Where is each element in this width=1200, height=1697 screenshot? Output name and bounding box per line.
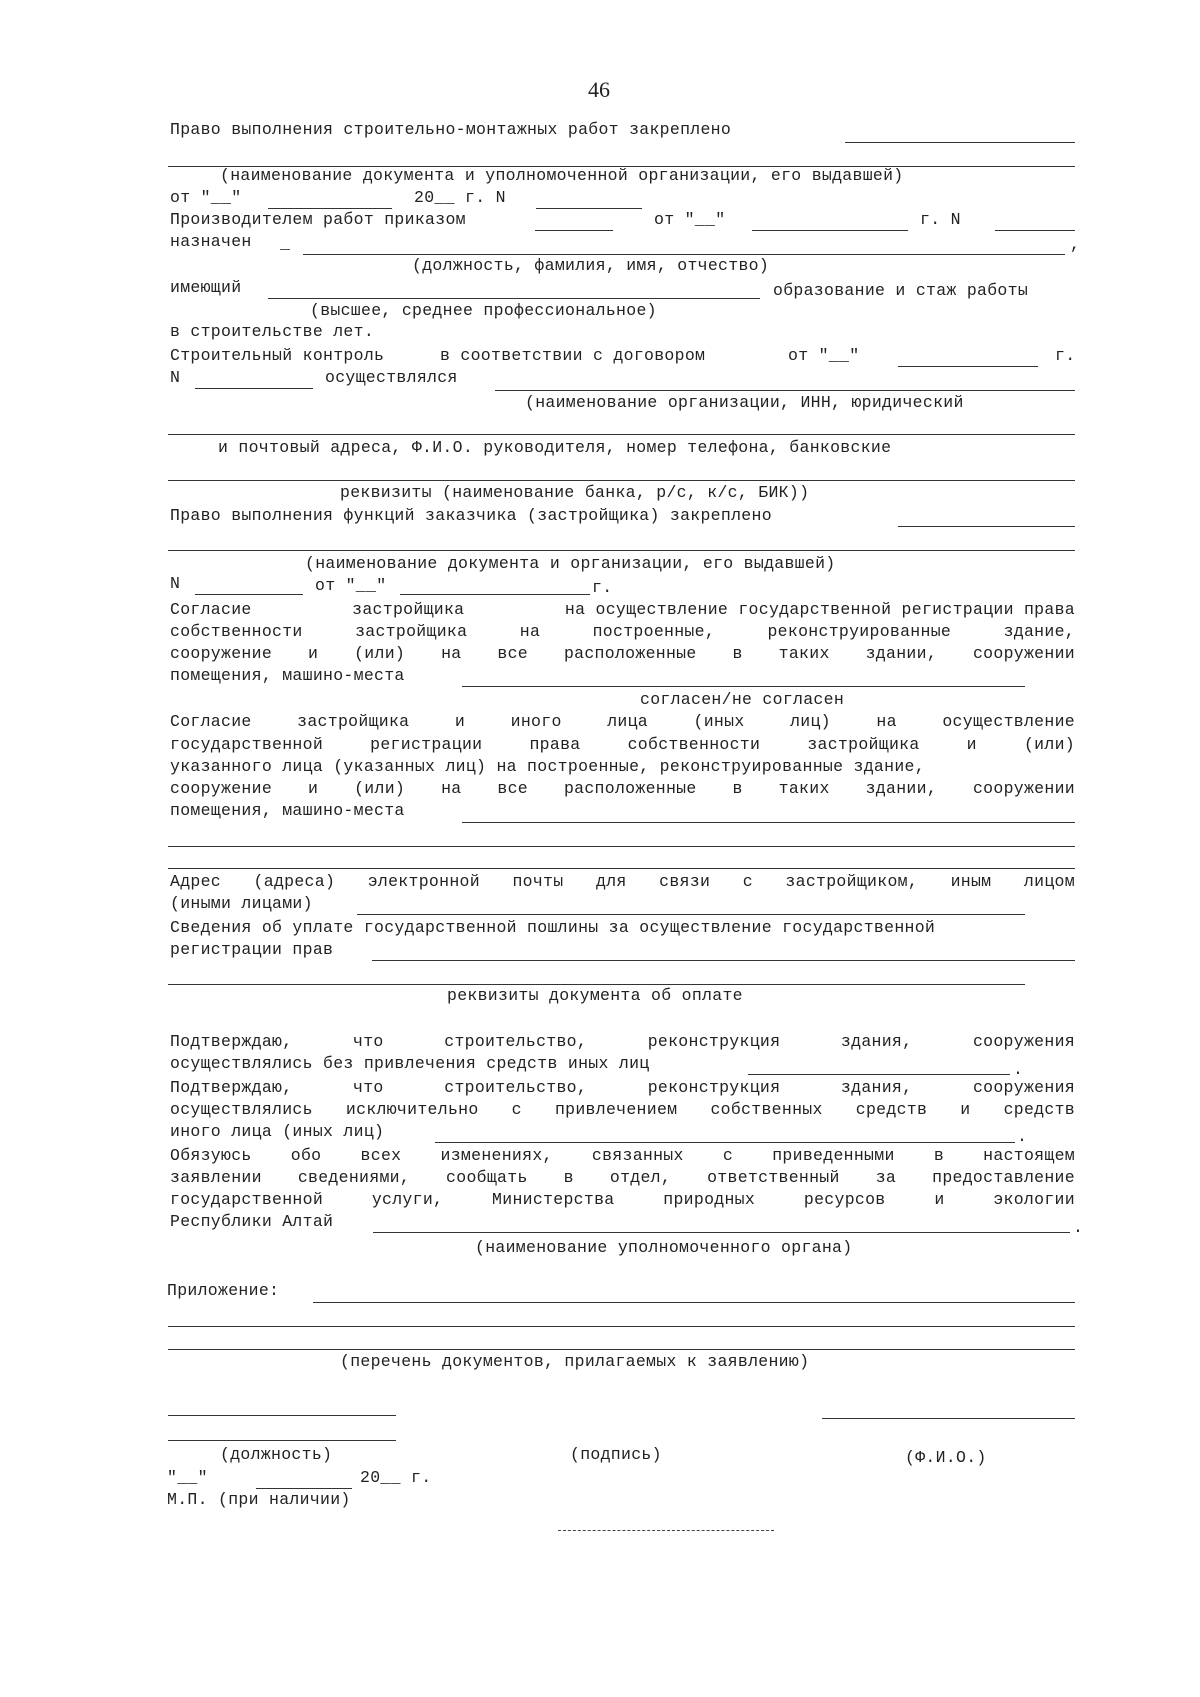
joint-consent-field[interactable]	[462, 822, 1075, 823]
position-name-caption: (должность, фамилия, имя, отчество)	[412, 256, 770, 275]
attachment-label: Приложение:	[167, 1281, 280, 1300]
authority-caption: (наименование уполномоченного органа)	[475, 1238, 853, 1257]
attachment-field-2[interactable]	[168, 1326, 1075, 1327]
org-inn-caption: (наименование организации, ИНН, юридический	[525, 393, 964, 412]
joint-consent-line-4: сооружение и (или) на все расположенные в таких здании, сооружении	[170, 779, 1075, 798]
customer-doc-year-suffix: г.	[592, 578, 613, 597]
consent-field[interactable]	[462, 686, 1025, 687]
order-number-label: г. N	[920, 210, 961, 229]
authority-dot: .	[1073, 1218, 1084, 1237]
email-others-label: (иными лицами)	[170, 894, 313, 913]
fee-rights-label: регистрации прав	[170, 940, 334, 959]
control-org-field-2[interactable]	[168, 434, 1075, 435]
appointed-label: назначен	[170, 232, 252, 251]
construction-rights-field[interactable]	[845, 142, 1075, 143]
signature-caption: (подпись)	[570, 1445, 662, 1464]
other-persons-field[interactable]	[435, 1142, 1015, 1143]
full-name-caption: (Ф.И.О.)	[905, 1448, 987, 1467]
order-date-label: от "__"	[654, 210, 726, 229]
payment-doc-caption: реквизиты документа об оплате	[447, 986, 743, 1005]
education-experience-label: образование и стаж работы	[773, 281, 1029, 300]
appointed-comma: ,	[1070, 235, 1081, 254]
construction-rights-label: Право выполнения строительно-монтажных работ закреплено	[170, 120, 732, 139]
joint-consent-field-2[interactable]	[168, 846, 1075, 847]
control-org-field-3[interactable]	[168, 480, 1075, 481]
work-manager-order-label: Производителем работ приказом	[170, 210, 466, 229]
order-date-field[interactable]	[752, 230, 908, 231]
customer-doc-caption: (наименование документа и организации, его выдавшей)	[305, 554, 836, 573]
confirm-line-4: осуществлялись исключительно с привлечением собственных средств и средств	[170, 1100, 1075, 1119]
obligation-line-1: Обязуюсь обо всех изменениях, связанных с приведенными в настоящем	[170, 1146, 1075, 1165]
fee-field-2[interactable]	[168, 984, 1025, 985]
address-phone-caption: и почтовый адреса, Ф.И.О. руководителя, номер телефона, банковские	[218, 438, 892, 457]
republic-altai-label: Республики Алтай	[170, 1212, 334, 1231]
construction-control-label: Строительный контроль	[170, 346, 385, 365]
order-field[interactable]	[535, 230, 613, 231]
contract-date-label: от "__"	[788, 346, 860, 365]
obligation-line-2: заявлении сведениями, сообщать в отдел, ответственный за предоставление	[170, 1168, 1075, 1187]
seal-label: М.П. (при наличии)	[167, 1490, 351, 1509]
appointed-mark: _	[280, 234, 291, 253]
confirm-line-3: Подтверждаю, что строительство, реконструкция здания, сооружения	[170, 1078, 1075, 1097]
sign-date-month-field[interactable]	[256, 1488, 352, 1489]
education-field[interactable]	[268, 298, 760, 299]
sign-date-day: "__"	[167, 1468, 208, 1487]
customer-doc-number-field[interactable]	[195, 594, 303, 595]
customer-doc-date-label: от "__"	[315, 576, 387, 595]
other-persons-dot: .	[1017, 1127, 1028, 1146]
attachment-field-3[interactable]	[168, 1349, 1075, 1350]
attachment-field[interactable]	[313, 1302, 1075, 1303]
joint-consent-line-2: государственной регистрации права собственности застройщика и (или)	[170, 735, 1075, 754]
order-number-field[interactable]	[995, 230, 1075, 231]
joint-consent-premises-label: помещения, машино-места	[170, 801, 405, 820]
consent-premises-label: помещения, машино-места	[170, 666, 405, 685]
customer-doc-date-field[interactable]	[400, 594, 590, 595]
date-from-label: от "__"	[170, 188, 242, 207]
signature-line[interactable]	[168, 1440, 396, 1441]
consent-line-1: Согласие застройщика на осуществление государственной регистрации права	[170, 600, 1075, 619]
fee-field[interactable]	[372, 960, 1075, 961]
doc-number-field[interactable]	[536, 208, 642, 209]
customer-functions-field-2[interactable]	[168, 550, 1075, 551]
obligation-line-3: государственной услуги, Министерства природных ресурсов и экологии	[170, 1190, 1075, 1209]
control-org-field[interactable]	[495, 390, 1075, 391]
date-month-field[interactable]	[268, 208, 392, 209]
joint-consent-field-3[interactable]	[168, 868, 1075, 869]
page-number: 46	[588, 77, 610, 102]
contract-number-label: N	[170, 368, 181, 387]
email-field[interactable]	[357, 914, 1025, 915]
contract-number-field[interactable]	[195, 388, 313, 389]
authority-field[interactable]	[373, 1232, 1070, 1233]
consent-line-3: сооружение и (или) на все расположенные в таких здании, сооружении	[170, 644, 1075, 663]
document-org-caption: (наименование документа и уполномоченной организации, его выдавшей)	[220, 166, 904, 185]
email-line-1: Адрес (адреса) электронной почты для связи с застройщиком, иным лицом	[170, 872, 1075, 891]
fee-info-label: Сведения об уплате государственной пошлины за осуществление государственной	[170, 918, 936, 937]
joint-consent-line-1: Согласие застройщика и иного лица (иных лиц) на осуществление	[170, 712, 1075, 731]
customer-functions-label: Право выполнения функций заказчика (застройщика) закреплено	[170, 506, 772, 525]
sign-date-year: 20__ г.	[360, 1468, 432, 1487]
agree-disagree-caption: согласен/не согласен	[640, 690, 845, 709]
consent-line-2: собственности застройщика на построенные, реконструированные здание,	[170, 622, 1075, 641]
confirm-no-funds-label: осуществлялись без привлечения средств иных лиц	[170, 1054, 650, 1073]
contract-date-field[interactable]	[898, 366, 1038, 367]
end-divider	[558, 1530, 774, 1531]
confirm-no-funds-dot: .	[1013, 1060, 1024, 1079]
education-caption: (высшее, среднее профессиональное)	[310, 301, 657, 320]
experience-years-label: в строительстве лет.	[170, 322, 375, 341]
appointed-field[interactable]	[303, 254, 1065, 255]
joint-consent-line-3: указанного лица (указанных лиц) на построенные, реконструированные здание,	[170, 757, 925, 776]
contract-year-suffix: г.	[1055, 346, 1076, 365]
other-persons-label: иного лица (иных лиц)	[170, 1122, 385, 1141]
name-line[interactable]	[822, 1418, 1075, 1419]
having-label: имеющий	[170, 278, 242, 297]
customer-functions-field[interactable]	[898, 526, 1075, 527]
carried-out-label: осуществлялся	[325, 368, 458, 387]
attachment-caption: (перечень документов, прилагаемых к заявлению)	[340, 1352, 810, 1371]
confirm-line-1: Подтверждаю, что строительство, реконструкция здания, сооружения	[170, 1032, 1075, 1051]
customer-doc-number-label: N	[170, 574, 181, 593]
position-caption: (должность)	[220, 1445, 333, 1464]
confirm-no-funds-field[interactable]	[748, 1074, 1010, 1075]
bank-details-caption: реквизиты (наименование банка, р/с, к/с, БИК))	[340, 483, 810, 502]
position-line[interactable]	[168, 1415, 396, 1416]
per-contract-label: в соответствии с договором	[440, 346, 706, 365]
date-year-label: 20__ г. N	[414, 188, 506, 207]
